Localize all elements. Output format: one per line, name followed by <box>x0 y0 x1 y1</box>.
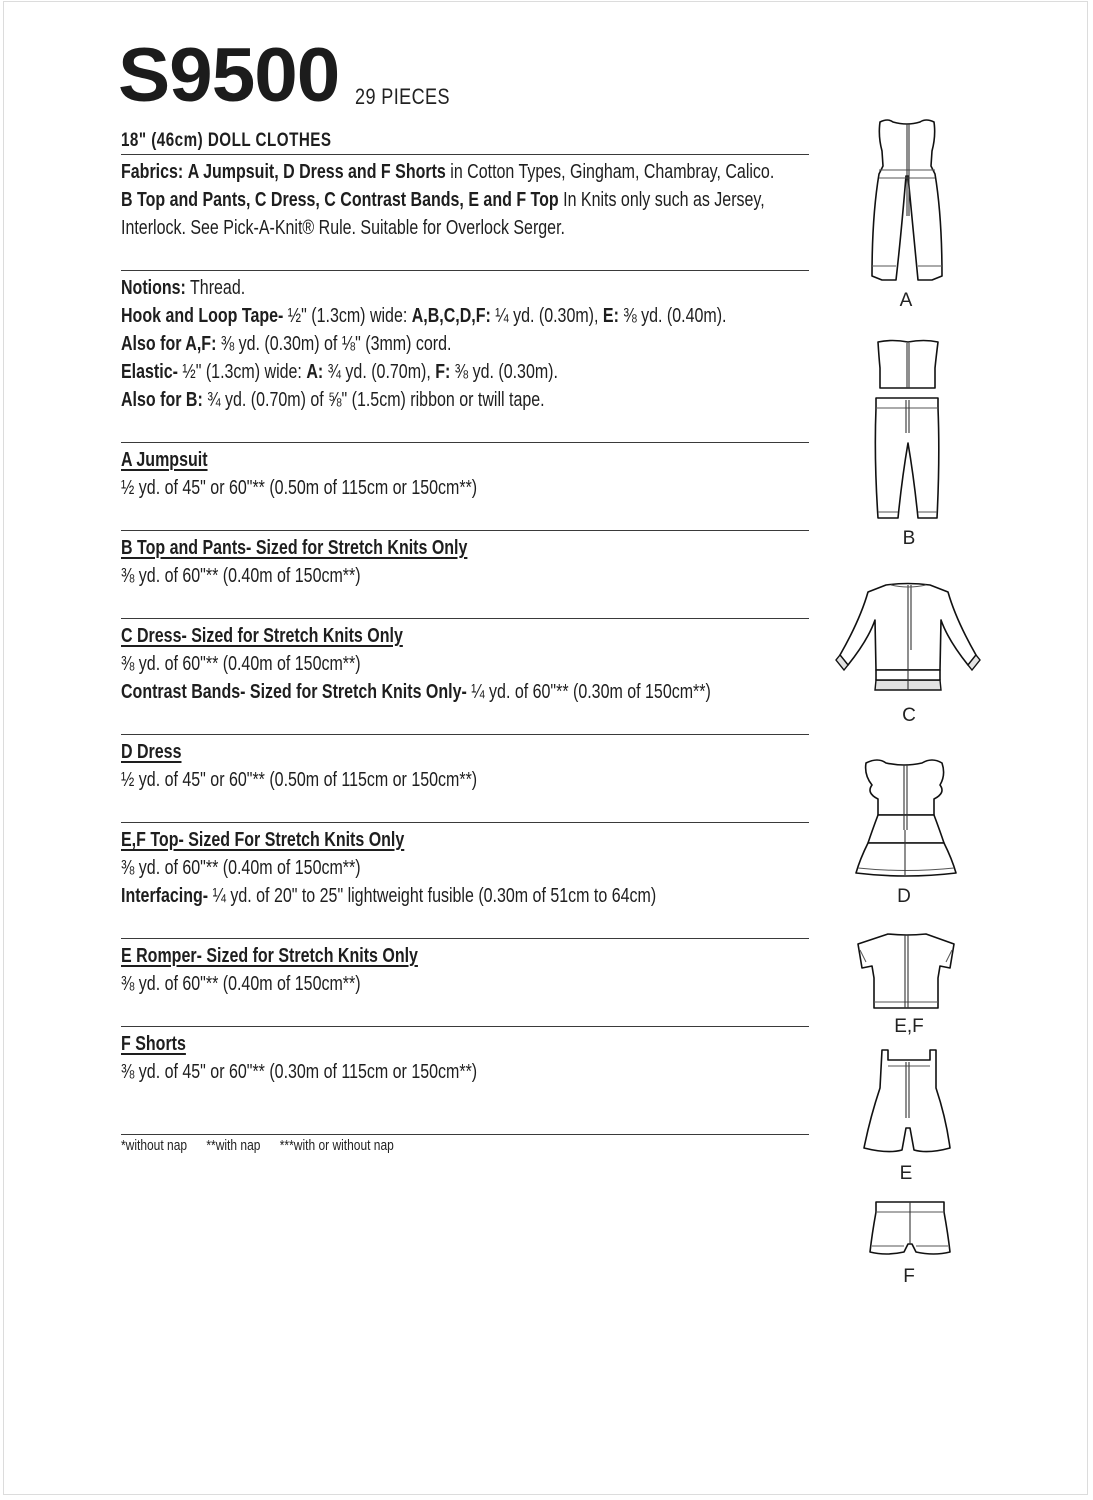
piece-count: 29 PIECES <box>355 84 450 109</box>
divider <box>121 734 809 735</box>
cord-label: Also for A,F: <box>121 333 217 355</box>
tiered-dress-illustration <box>856 755 956 885</box>
divider <box>121 442 809 443</box>
view-label-c: C <box>902 705 916 726</box>
footnote-with-or-without-nap: ***with or without nap <box>279 1137 394 1154</box>
notions-cord <box>121 330 451 358</box>
yardage-f: ⅜ yd. of 45" or 60"** (0.30m of 115cm or 150cm**) <box>121 1061 478 1083</box>
romper-illustration <box>858 1048 958 1163</box>
section-heading-ef-top: E,F Top- Sized For Stretch Knits Only <box>121 829 405 851</box>
section-heading-c-dress: C Dress- Sized for Stretch Knits Only <box>121 625 403 647</box>
yardage-c: ⅜ yd. of 60"** (0.40m of 150cm**) <box>121 653 361 675</box>
footnotes <box>121 1137 410 1154</box>
view-label-a: A <box>899 290 913 311</box>
view-label-b: B <box>902 528 916 549</box>
yardage-ef-interfacing <box>121 882 656 910</box>
yardage-c-contrast-bands <box>121 678 711 706</box>
section-heading-b-top-pants: B Top and Pants- Sized for Stretch Knits Only <box>121 537 468 559</box>
cord-text: ⅜ yd. (0.30m) of ⅛" (3mm) cord. <box>216 333 452 355</box>
hook-loop-amount-1: ¼ yd. (0.30m), <box>490 305 603 327</box>
contrast-bands-label: Contrast Bands- Sized for Stretch Knits Only- <box>121 681 467 703</box>
divider <box>121 938 809 939</box>
top-and-pants-illustration <box>872 338 947 533</box>
elastic-view-a: A: <box>306 361 324 383</box>
contrast-bands-text: ¼ yd. of 60"** (0.30m of 150cm**) <box>466 681 711 703</box>
pattern-subtitle: 18" (46cm) DOLL CLOTHES <box>121 130 332 151</box>
view-label-e: E <box>899 1163 913 1184</box>
interfacing-label: Interfacing- <box>121 885 209 907</box>
yardage-d: ½ yd. of 45" or 60"** (0.50m of 115cm or 150cm**) <box>121 769 478 791</box>
divider <box>121 1026 809 1027</box>
hook-loop-label: Hook and Loop Tape- <box>121 305 284 327</box>
view-label-ef: E,F <box>894 1016 924 1037</box>
notions-label: Notions: <box>121 277 186 299</box>
top-illustration <box>856 930 961 1020</box>
footnote-without-nap: *without nap <box>121 1137 188 1154</box>
divider <box>121 154 809 155</box>
notions-thread <box>121 274 245 302</box>
elastic-amount-f: ⅜ yd. (0.30m). <box>450 361 558 383</box>
hook-loop-width: ½" (1.3cm) wide: <box>283 305 412 327</box>
fabrics-knit-views: B Top and Pants, C Dress, C Contrast Bands, E and F Top <box>121 189 559 211</box>
elastic-amount-a: ¾ yd. (0.70m), <box>323 361 436 383</box>
section-heading-d-dress: D Dress <box>121 741 182 763</box>
elastic-width: ½" (1.3cm) wide: <box>177 361 307 383</box>
elastic-view-f: F: <box>435 361 451 383</box>
elastic-label: Elastic- <box>121 361 178 383</box>
jumpsuit-illustration <box>860 116 955 296</box>
section-heading-a-jumpsuit: A Jumpsuit <box>121 449 208 471</box>
notions-hook-loop <box>121 302 727 330</box>
fabrics-knit-types: In Knits only such as Jersey, <box>558 189 765 211</box>
hook-loop-amount-2: ⅜ yd. (0.40m). <box>618 305 727 327</box>
knit-dress-illustration <box>836 580 981 705</box>
fabrics-line-3: Interlock. See Pick-A-Knit® Rule. Suitable for Overlock Serger. <box>121 217 565 239</box>
yardage-ef: ⅜ yd. of 60"** (0.40m of 150cm**) <box>121 857 361 879</box>
divider <box>121 1134 809 1135</box>
notions-ribbon <box>121 386 545 414</box>
divider <box>121 530 809 531</box>
fabrics-line-1 <box>121 158 774 186</box>
view-label-f: F <box>903 1266 915 1287</box>
yardage-b: ⅜ yd. of 60"** (0.40m of 150cm**) <box>121 565 361 587</box>
view-label-d: D <box>897 886 911 907</box>
hook-loop-views-1: A,B,C,D,F: <box>411 305 491 327</box>
ribbon-label: Also for B: <box>121 389 203 411</box>
fabrics-line-2 <box>121 186 765 214</box>
hook-loop-views-2: E: <box>602 305 619 327</box>
section-heading-f-shorts: F Shorts <box>121 1033 186 1055</box>
shorts-illustration <box>870 1200 950 1265</box>
footnote-with-nap: **with nap <box>206 1137 261 1154</box>
divider <box>121 618 809 619</box>
ribbon-text: ¾ yd. (0.70m) of ⅝" (1.5cm) ribbon or twill tape. <box>202 389 545 411</box>
divider <box>121 270 809 271</box>
fabrics-woven-views: A Jumpsuit, D Dress and F Shorts <box>187 161 446 183</box>
yardage-e: ⅜ yd. of 60"** (0.40m of 150cm**) <box>121 973 361 995</box>
interfacing-text: ¼ yd. of 20" to 25" lightweight fusible (0.30m of 51cm to 64cm) <box>208 885 657 907</box>
fabrics-woven-types: in Cotton Types, Gingham, Chambray, Calico. <box>445 161 775 183</box>
pattern-number: S9500 <box>118 33 340 118</box>
fabrics-label: Fabrics: <box>121 161 184 183</box>
notions-elastic <box>121 358 558 386</box>
section-heading-e-romper: E Romper- Sized for Stretch Knits Only <box>121 945 418 967</box>
notions-thread-text: Thread. <box>185 277 246 299</box>
yardage-a: ½ yd. of 45" or 60"** (0.50m of 115cm or 150cm**) <box>121 477 478 499</box>
divider <box>121 822 809 823</box>
